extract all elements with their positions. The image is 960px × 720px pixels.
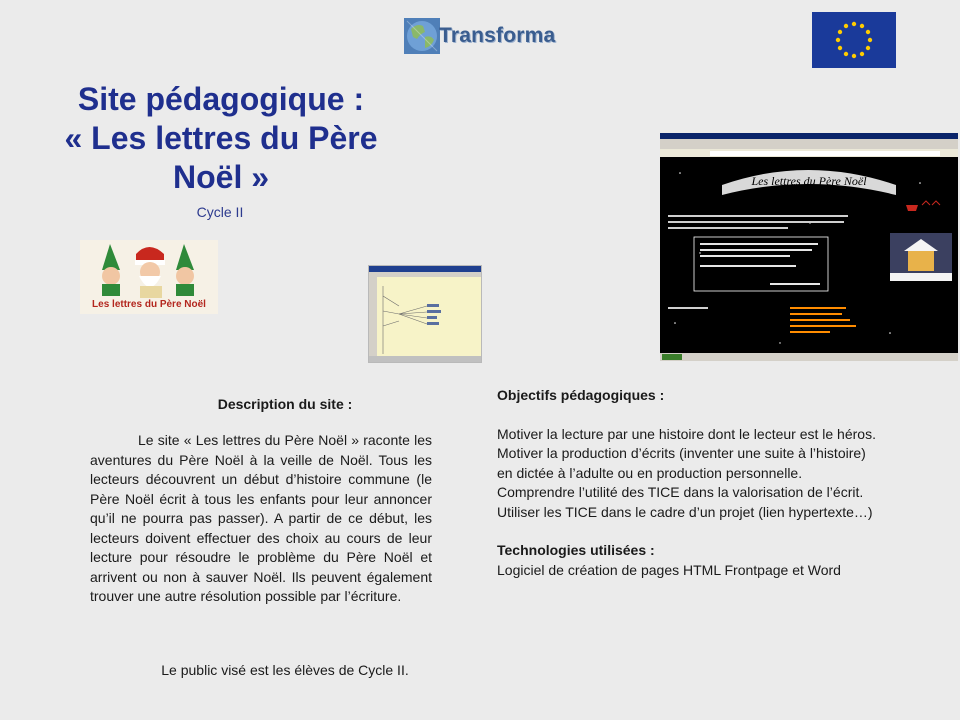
- frontpage-screenshot: [368, 265, 482, 363]
- objective-item: Motiver la production d’écrits (inventer une suite à l’histoire): [497, 445, 866, 461]
- description-body: [90, 431, 432, 607]
- technologies-text: Logiciel de création de pages HTML Frontpage et Word: [497, 561, 841, 578]
- title-line: Site pédagogique :: [77, 81, 365, 117]
- objectives-heading: Objectifs pédagogiques :: [497, 387, 665, 403]
- objective-item: en dictée à l’adulte ou en production personnelle.: [497, 464, 803, 481]
- elves-image: [80, 240, 218, 314]
- technologies-heading: Technologies utilisées :: [497, 542, 655, 558]
- website-screenshot-drawing: [660, 133, 958, 361]
- page-title: [40, 80, 402, 197]
- objectives-block: [497, 386, 947, 580]
- objective-item: Motiver la lecture par une histoire dont le lecteur est le héros.: [497, 425, 876, 442]
- description-paragraph: Le site « Les lettres du Père Noël » raconte les aventures du Père Noël à la veille de Noël. Tous les lecteurs découvrent un début d’histoire commune (le Père Noël écrit à tous les enfants pour leur annoncer qu’il ne pourra pas passer). A partir de ce début, les lecteurs doivent effectuer des choix au cours de leur lecture pour résoudre le problème du Père Noël et arrivent ou non à sauver Noël. Ils peuvent également trouver une autre résolution possible par l’écriture.: [90, 432, 432, 604]
- cycle-label: Cycle II: [196, 204, 244, 220]
- description-public: Le public visé est les élèves de Cycle II.: [161, 662, 409, 678]
- title-line: Noël »: [172, 159, 270, 195]
- elves-caption: Les lettres du Père Noël: [92, 299, 206, 310]
- globe-icon: [403, 17, 441, 55]
- website-screenshot: [660, 133, 958, 361]
- brand-name: Transforma: [439, 24, 556, 47]
- screenshot-banner-text: Les lettres du Père Noël: [751, 174, 867, 188]
- objective-item: Utiliser les TICE dans le cadre d’un projet (lien hypertexte…): [497, 503, 873, 520]
- frontpage-screenshot-drawing: [369, 266, 481, 362]
- title-line: « Les lettres du Père: [64, 120, 378, 156]
- description-heading: Description du site :: [217, 396, 353, 412]
- transforma-logo: [403, 16, 563, 56]
- objective-item: Comprendre l’utilité des TICE dans la valorisation de l’écrit.: [497, 484, 864, 500]
- eu-flag-icon: [812, 12, 896, 68]
